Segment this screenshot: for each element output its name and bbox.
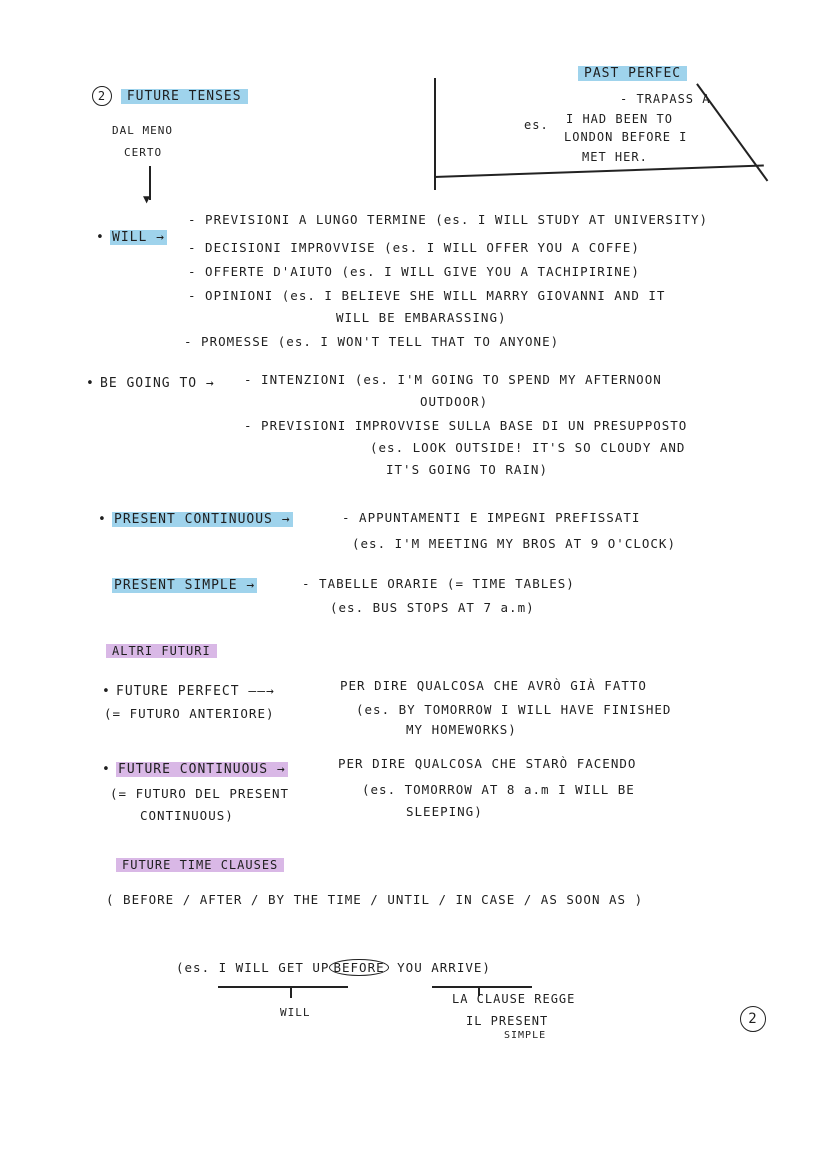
be-going-to-line-5: IT'S GOING TO RAIN) xyxy=(386,462,548,477)
future-perfect-line-2: (es. BY TOMORROW I WILL HAVE FINISHED xyxy=(356,702,672,717)
annotation-right-3: SIMPLE xyxy=(504,1030,547,1041)
past-perfect-example-3: MET HER. xyxy=(582,150,648,164)
main-clause-bracket xyxy=(218,986,348,988)
past-perfect-example-1: I HAD BEEN TO xyxy=(566,112,673,126)
future-continuous-line-1: PER DIRE QUALCOSA CHE STARÒ FACENDO xyxy=(338,756,637,771)
time-clause-bracket xyxy=(432,986,532,988)
be-going-to-line-4: (es. LOOK OUTSIDE! IT'S SO CLOUDY AND xyxy=(370,440,686,455)
will-line-6: - PROMESSE (es. I WON'T TELL THAT TO ANYONE) xyxy=(184,334,560,349)
present-simple-line-2: (es. BUS STOPS AT 7 a.m) xyxy=(330,600,535,615)
will-line-1: - PREVISIONI A LUNGO TERMINE (es. I WILL STUDY AT UNIVERSITY) xyxy=(188,212,709,227)
main-clause-bracket-tick xyxy=(290,986,292,998)
example-keyword: BEFORE xyxy=(329,959,388,976)
time-clause-conjunctions: ( BEFORE / AFTER / BY THE TIME / UNTIL / IN CASE / AS SOON AS ) xyxy=(106,892,644,907)
future-continuous-label: • FUTURE CONTINUOUS → xyxy=(116,762,288,777)
will-line-3: - OFFERTE D'AIUTO (es. I WILL GIVE YOU A TACHIPIRINE) xyxy=(188,264,640,279)
annotation-left: WILL xyxy=(280,1006,311,1019)
time-clause-example xyxy=(176,960,491,975)
present-simple-line-1: - TABELLE ORARIE (= TIME TABLES) xyxy=(302,576,575,591)
present-continuous-line-2: (es. I'M MEETING MY BROS AT 9 O'CLOCK) xyxy=(352,536,676,551)
future-continuous-sub-label-1: (= FUTURO DEL PRESENT xyxy=(110,786,290,801)
will-label: • WILL → xyxy=(110,230,167,245)
future-continuous-line-2: (es. TOMORROW AT 8 a.m I WILL BE xyxy=(362,782,635,797)
future-perfect-sub-label: (= FUTURO ANTERIORE) xyxy=(104,706,275,721)
box-bottom-border xyxy=(434,164,764,177)
example-time-clause: YOU ARRIVE) xyxy=(397,960,491,975)
will-line-2: - DECISIONI IMPROVVISE (es. I WILL OFFER YOU A COFFE) xyxy=(188,240,640,255)
be-going-to-line-3: - PREVISIONI IMPROVVISE SULLA BASE DI UN PRESUPPOSTO xyxy=(244,418,688,433)
future-perfect-label: • FUTURE PERFECT ——→ xyxy=(116,684,275,699)
future-perfect-line-1: PER DIRE QUALCOSA CHE AVRÒ GIÀ FATTO xyxy=(340,678,647,693)
annotation-right-2: IL PRESENT xyxy=(466,1014,549,1028)
section-number: 2 xyxy=(92,86,112,106)
past-perfect-title: PAST PERFEC xyxy=(578,66,687,81)
annotation-right-1: LA CLAUSE REGGE xyxy=(452,992,576,1006)
example-main-clause: (es. I WILL GET UP xyxy=(176,960,330,975)
future-perfect-line-3: MY HOMEWORKS) xyxy=(406,722,517,737)
future-continuous-line-3: SLEEPING) xyxy=(406,804,483,819)
be-going-to-line-1: - INTENZIONI (es. I'M GOING TO SPEND MY AFTERNOON xyxy=(244,372,662,387)
past-perfect-example-2: LONDON BEFORE I xyxy=(564,130,688,144)
past-perfect-subtitle: - TRAPASS A xyxy=(620,92,711,106)
box-left-border xyxy=(434,78,436,190)
altri-futuri-title: ALTRI FUTURI xyxy=(106,644,217,658)
future-time-clauses-title: FUTURE TIME CLAUSES xyxy=(116,858,284,872)
present-continuous-label: • PRESENT CONTINUOUS → xyxy=(112,512,293,527)
certainty-label-1: DAL MENO xyxy=(112,124,173,137)
present-continuous-line-1: - APPUNTAMENTI E IMPEGNI PREFISSATI xyxy=(342,510,641,525)
be-going-to-label: • BE GOING TO → xyxy=(100,376,215,391)
section-header xyxy=(92,86,248,106)
certainty-label-2: CERTO xyxy=(124,146,163,159)
past-perfect-example-prefix: es. xyxy=(524,118,549,132)
certainty-arrow-head: ▼ xyxy=(143,192,152,206)
be-going-to-line-2: OUTDOOR) xyxy=(420,394,489,409)
present-simple-label: PRESENT SIMPLE → xyxy=(114,578,256,593)
future-continuous-sub-label-2: CONTINUOUS) xyxy=(140,808,234,823)
page-number: 2 xyxy=(740,1006,766,1032)
section-title: FUTURE TENSES xyxy=(121,89,248,104)
will-line-5: WILL BE EMBARASSING) xyxy=(336,310,507,325)
will-line-4: - OPINIONI (es. I BELIEVE SHE WILL MARRY GIOVANNI AND IT xyxy=(188,288,666,303)
